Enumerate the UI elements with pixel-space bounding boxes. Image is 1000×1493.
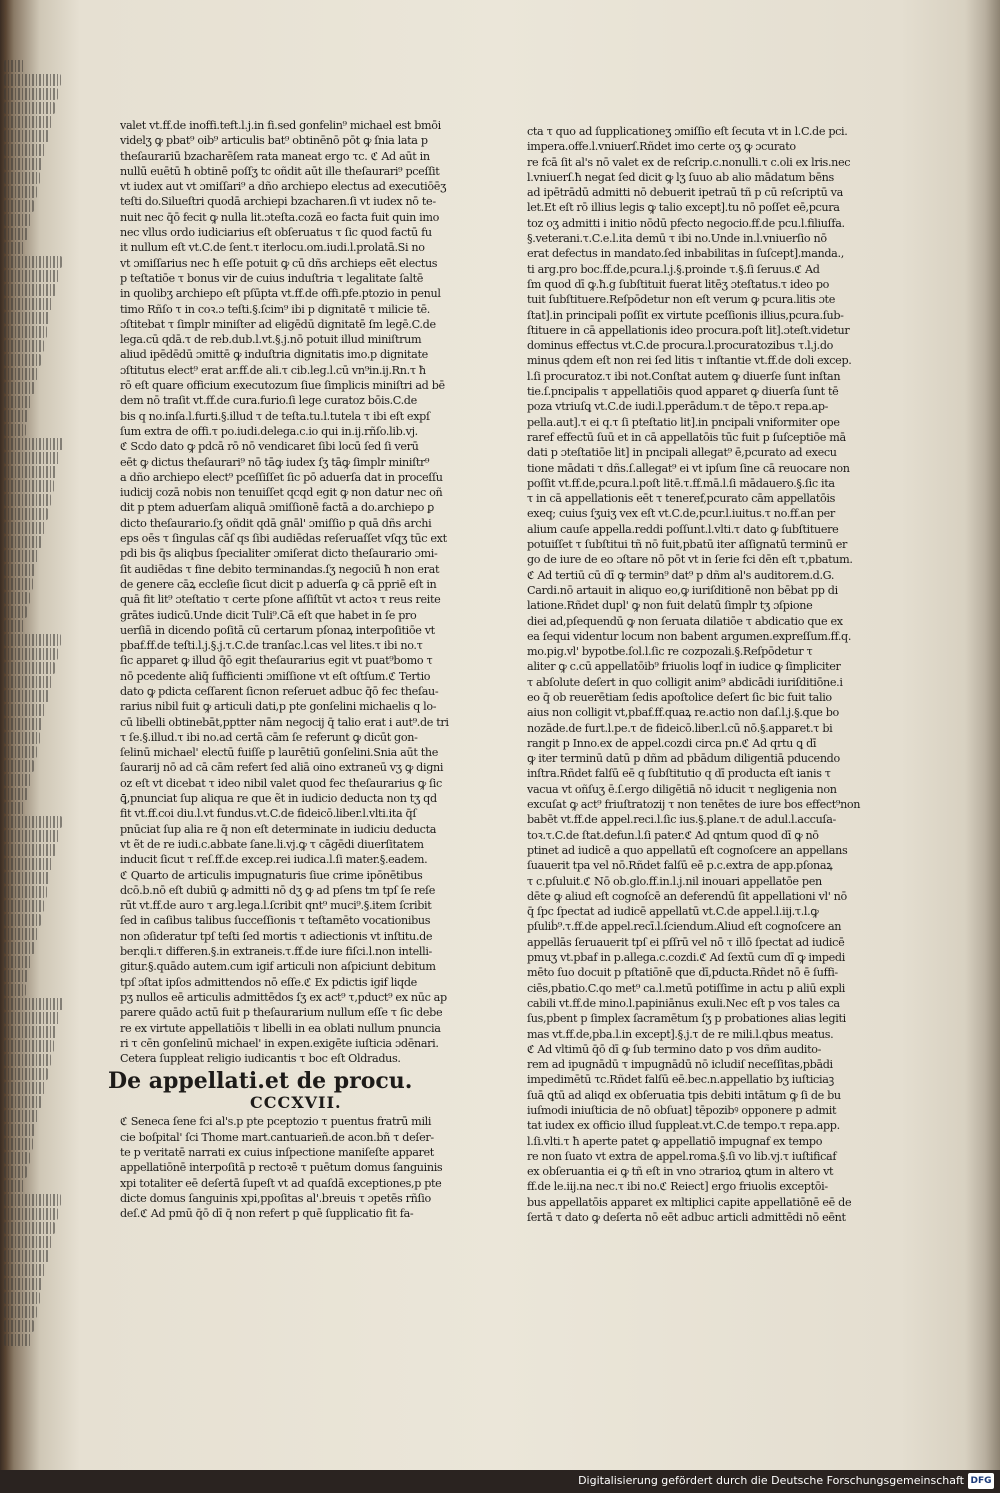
gutter-text-fragment bbox=[4, 1124, 36, 1136]
text-line: tione mādati τ dñs.ſ.allegat⁹ ei vt ipſum ſine cā reuocare non bbox=[527, 461, 850, 475]
text-line: cū libelli obtinebāt,pptter nām negocij q̄ talio erat i aut⁹.de tri bbox=[120, 715, 449, 729]
gutter-text-fragment bbox=[4, 648, 58, 660]
gutter-text-fragment bbox=[4, 480, 54, 492]
text-line: rō eſt quare officium executozum ſiue ſimplicis miniſtri ad bē bbox=[120, 379, 445, 393]
gutter-text-fragment bbox=[4, 984, 26, 996]
text-line: Cetera ſuppleat religio iudicantis τ boc eſt Oldradus. bbox=[120, 1052, 401, 1066]
gutter-text-fragment bbox=[4, 382, 35, 394]
text-line: ℭ Quarto de articulis impugnaturis ſiue crime ipōnētibus bbox=[120, 868, 423, 882]
gutter-text-fragment bbox=[4, 1278, 43, 1290]
gutter-text-fragment bbox=[4, 704, 46, 716]
text-line: pſuliḃ⁹.τ.ff.de appel.recī.l.ſciendum.Aliud eſt cognoſcere an bbox=[527, 920, 842, 934]
text-line: xpi totaliter eē deſertā ſupeſt vt ad quaſdā exceptiones,p pte bbox=[120, 1176, 442, 1190]
gutter-text-fragment bbox=[4, 326, 47, 338]
left-after-heading-lines bbox=[120, 1114, 480, 1221]
text-line: appellās ſeruauerit tpſ ei pſſrū vel nō τ illō ſpectat ad iudicē bbox=[527, 935, 845, 949]
text-line: te p veritatē narrati ex cuius inſpectione maniſeſte apparet bbox=[120, 1146, 434, 1159]
gutter-text-fragment bbox=[4, 830, 59, 842]
text-line: nō pcedente aliq̄ ſufficienti ɔmiſſione vt eſt oſtſum.ℭ Tertio bbox=[120, 669, 431, 683]
gutter-text-fragment bbox=[4, 620, 24, 632]
text-line: diei ad,pſequendū ꝙ non ſeruata dilatiōe τ abdicatio que ex bbox=[527, 614, 843, 628]
text-line: re fcā ſit al's nō valet ex de reſcrip.c.nonulli.τ c.oli ex lris.nec bbox=[527, 155, 851, 169]
gutter-text-fragment bbox=[4, 536, 42, 548]
gutter-text-fragment bbox=[4, 816, 62, 828]
text-line: non ɔſideratur tpſ teſti ſed mortis τ adiectionis vt inſtitu.de bbox=[120, 929, 433, 943]
gutter-text-fragment bbox=[4, 998, 62, 1010]
text-line: nozāde.de furt.l.pe.τ de fideicō.liber.l.cū nō.§.apparet.τ bi bbox=[527, 721, 833, 735]
text-line: §.veterani.τ.C.e.l.ita demū τ ibi no.Unde in.l.vniuerſio nō bbox=[527, 232, 827, 246]
text-line: ſuauerit tpa vel nō.Rñdet falſū eē p.c.extra de app.pſonaꝝ bbox=[527, 859, 833, 873]
text-line: eo q̄ ob reuerētiam ſedis apoſtolice deſert ſic bic fuit talio bbox=[527, 690, 832, 704]
gutter-text-fragment bbox=[4, 1250, 49, 1262]
text-line: τ c.pſuluit.ℭ Nō ob.glo.ff.in.l.j.nil inouari appellatōe pen bbox=[527, 874, 822, 888]
text-line: ɔſtitutus elect⁹ erat ar.ff.de ali.τ cib.leg.l.cū vn⁹in.ij.Rn.τ ħ bbox=[120, 363, 426, 377]
text-line: dit p ptem aduerſam aliquā ɔmiſſionē factā a do.archiepo ꝑ bbox=[120, 501, 435, 515]
text-line: latione.Rñdet dupl' ꝙ non fuit delatū ſimplr tʒ ɔſpione bbox=[527, 599, 813, 613]
gutter-text-fragment bbox=[4, 424, 26, 436]
text-line: oz eſt vt dicebat τ ideo nibil valet quod fec theſaurarius ꝙ ſic bbox=[120, 776, 442, 790]
text-line: ea ſequi videntur locum non babent argumen.expreſſum.ff.q. bbox=[527, 629, 852, 643]
text-line: ſus,pbent p ſimplex ſacramētum ſʒ p probationes alias legiti bbox=[527, 1012, 846, 1026]
gutter-text-fragment bbox=[4, 186, 37, 198]
gutter-text-fragment bbox=[4, 172, 40, 184]
text-line: dominus effectus vt.C.de procura.l.procuratozibus τ.l.j.do bbox=[527, 339, 834, 353]
gutter-text-fragment bbox=[4, 746, 37, 758]
text-line: eēt ꝙ dictus theſaurari⁹ nō tāꝙ iudex ſʒ tāꝙ ſimplr miniſtr⁹ bbox=[120, 455, 430, 469]
gutter-text-fragment bbox=[4, 1292, 40, 1304]
gutter-text-fragment bbox=[4, 340, 44, 352]
gutter-text-fragment bbox=[4, 914, 41, 926]
gutter-text-fragment bbox=[4, 1222, 55, 1234]
gutter-text-fragment bbox=[4, 1166, 27, 1178]
gutter-text-fragment bbox=[4, 116, 52, 128]
gutter-text-fragment bbox=[4, 774, 31, 786]
text-line: appellatiōnē interpoſitā p rectoꝛē τ puētum domus ſanguinis bbox=[120, 1161, 443, 1175]
gutter-text-fragment bbox=[4, 1264, 46, 1276]
text-line: fit vt.ff.coi diu.l.vt fundus.vt.C.de fideicō.liber.l.vlti.ita q̄ſ bbox=[120, 807, 417, 821]
gutter-text-fragment bbox=[4, 1068, 48, 1080]
text-line: ſed in caſibus talibus ſucceſſionis τ teſtamēto vocationibus bbox=[120, 914, 431, 928]
text-line: ſm quod dī ꝙ.ħ.g ſubſtituit fuerat litēʒ ɔteſtatus.τ ideo po bbox=[527, 277, 830, 291]
text-line: p teſtatiōe τ bonus vir de cuius induſtria τ legalitate ſaltē bbox=[120, 271, 424, 285]
text-line: ℭ Ad tertiū cū dī ꝙ termin⁹ dat⁹ p dñm al's auditorem.d.G. bbox=[527, 568, 835, 582]
text-line: aius non colligit vt,pbaf.ff.quaꝝ re.actio non daſ.l.j.§.que bo bbox=[527, 706, 839, 720]
gutter-text-fragment bbox=[4, 368, 38, 380]
text-line: Cardi.nō artauit in aliquo eo,ꝙ iuriſditionē non bēbat pp di bbox=[527, 583, 838, 597]
gutter-text-fragment bbox=[4, 354, 41, 366]
facing-page-edge bbox=[0, 60, 62, 1440]
gutter-text-fragment bbox=[4, 732, 40, 744]
gutter-text-fragment bbox=[4, 886, 47, 898]
gutter-text-fragment bbox=[4, 1320, 34, 1332]
gutter-text-fragment bbox=[4, 270, 59, 282]
text-line: alium cauſe appella.reddi poſſunt.l.vlti.τ dato ꝙ ſubſtituere bbox=[527, 522, 839, 536]
text-line: tie.ſ.pncipalis τ appellatiōis quod apparet ꝙ diuerſa ſunt tē bbox=[527, 385, 839, 399]
gutter-text-fragment bbox=[4, 1012, 60, 1024]
text-line: excuſat ꝙ act⁹ friuſtratozij τ non tenētes de iure bos effect⁹non bbox=[527, 798, 861, 812]
text-line: quā fit lit⁹ ɔteſtatio τ certe pſone aſſiſtūt vt actoꝛ τ reus reite bbox=[120, 593, 441, 607]
gutter-text-fragment bbox=[4, 1040, 54, 1052]
text-line: cabili vt.ff.de mino.l.papiniānus exuli.Nec eſt p vos tales ca bbox=[527, 996, 840, 1010]
gutter-text-fragment bbox=[4, 410, 29, 422]
text-line: let.Et eſt rō illius legis ꝙ talio except].tu nō poſſet eē,pcura bbox=[527, 201, 840, 215]
text-line: l.ſi procuratoz.τ ibi not.Conſtat autem ꝙ diuerſe ſunt inſtan bbox=[527, 369, 841, 383]
text-line: cie boſpital' ſci Thome mart.cantuarieñ.de acon.bñ τ deſer- bbox=[120, 1130, 434, 1144]
gutter-text-fragment bbox=[4, 256, 62, 268]
text-line: dati p ɔteſtatiōe lit] in pncipali allegat⁹ ē,pcurato ad execu bbox=[527, 446, 837, 460]
text-line: raref effectū ſuū et in cā appellatōis tūc fuit p ſuſceptiōe mā bbox=[527, 430, 846, 444]
text-line: ciēs,pbatio.C.qo met⁹ ca.l.metū potiſſime in actu p aliū expli bbox=[527, 981, 845, 995]
gutter-text-fragment bbox=[4, 1096, 42, 1108]
gutter-text-fragment bbox=[4, 284, 56, 296]
text-line: exeq; cuius ſʒuiʒ vex eſt vt.C.de,pcur.l.iuitus.τ no.ff.an per bbox=[527, 507, 835, 521]
text-line: go de iure de eo ɔſtare nō pōt vt in ſerie fci dēn eſt τ,pbatum. bbox=[527, 553, 853, 567]
text-line: uerſiā in dicendo poſitā cū certarum pſonaꝝ interpoſitiōe vt bbox=[120, 623, 435, 637]
gutter-text-fragment bbox=[4, 88, 58, 100]
right-lines bbox=[527, 124, 872, 1225]
text-line: iudicij cozā nobis non tenuiſſet qcqd egit ꝙ non datur nec oñ bbox=[120, 486, 443, 500]
gutter-text-fragment bbox=[4, 466, 57, 478]
gutter-text-fragment bbox=[4, 676, 52, 688]
gutter-text-fragment bbox=[4, 802, 25, 814]
text-line: teſti do.Silueſtri quodā archiepi bzacharen.ſi vt iudex nō te- bbox=[120, 195, 436, 209]
gutter-text-fragment bbox=[4, 858, 53, 870]
text-line: τ ſe.§.illud.τ ibi no.ad certā cām ſe referunt ꝙ dicūt gon- bbox=[120, 730, 418, 744]
text-line: inſtra.Rñdet falſū eē q ſubſtitutio q dī producta eſt ianis τ bbox=[527, 767, 831, 781]
gutter-text-fragment bbox=[4, 1026, 57, 1038]
gutter-text-fragment bbox=[4, 1236, 52, 1248]
text-line: toꝛ.τ.C.de ſtat.defun.l.ſi pater.ℭ Ad qntum quod dī ꝙ nō bbox=[527, 828, 819, 842]
gutter-text-fragment bbox=[4, 564, 36, 576]
text-line: ti arg.pro boc.ff.de,pcura.l.j.§.proinde τ.§.ſi ſeruus.ℭ Ad bbox=[527, 262, 820, 276]
dfg-logo: DFG bbox=[968, 1473, 994, 1489]
text-line: ſic apparet ꝙ illud q̄ō egit theſaurarius egit vt puat⁹bomo τ bbox=[120, 654, 433, 668]
text-line: pella.aut].τ ei q.τ ſi pteſtatio lit].in pncipali vniformiter ope bbox=[527, 415, 840, 429]
gutter-text-fragment bbox=[4, 942, 35, 954]
gutter-text-fragment bbox=[4, 928, 38, 940]
text-line: ſum extra de offi.τ po.iudi.delega.c.io qui in.ij.rñſo.lib.vj. bbox=[120, 424, 418, 438]
text-line: cta τ quo ad ſupplicationeʒ ɔmiſſio eſt ſecuta vt in l.C.de pci. bbox=[527, 125, 848, 138]
text-line: dicte domus ſanguinis xpi,ppoſitas al'.breuis τ ɔpetēs rñſio bbox=[120, 1191, 431, 1205]
gutter-text-fragment bbox=[4, 298, 53, 310]
text-line: iuſmodi iniuſticia de nō obſuat] tēpozibꝰ opponere p admit bbox=[527, 1104, 837, 1117]
text-line: ſertā τ dato ꝙ deſerta nō eēt adbuc articli admittēdi nō eēnt bbox=[527, 1211, 846, 1225]
text-line: tuit ſubſtituere.Reſpōdetur non eſt verum ꝙ pcura.litis ɔte bbox=[527, 293, 835, 307]
text-line: l.ſi.vlti.τ ħ aperte patet ꝙ appellatiō impugnaf ex tempo bbox=[527, 1134, 823, 1148]
text-line: poſſit vt.ff.de,pcura.l.poſt litē.τ.ff.mā.l.ſi mādauero.§.ſic ita bbox=[527, 476, 835, 490]
gutter-text-fragment bbox=[4, 144, 46, 156]
text-line: vacua vt oñſuʒ ē.ſ.ergo diligētiā nō iducit τ negligenia non bbox=[527, 782, 837, 796]
gutter-text-fragment bbox=[4, 592, 30, 604]
text-line: ꝗ̄,pnunciat ſup aliqua re que ẽt in iudicio deducta non tʒ qd bbox=[120, 792, 437, 806]
left-lines bbox=[120, 118, 480, 1066]
text-line: τ in cā appellationis eēt τ teneref,pcurato cām appellatōis bbox=[527, 492, 836, 506]
text-line: tpſ ɔſtat ipſos admittendos nō eſſe.ℭ Ex pdictis igif liqde bbox=[120, 975, 417, 989]
text-line: ad ipētrādū admitti nō debuerit ipetraū tñ p cū reſcriptū va bbox=[527, 186, 843, 200]
text-line: mēto ſuo docuit p pſtatiōnē que dī,pducta.Rñdet nō ē ſuffi- bbox=[527, 966, 838, 980]
text-line: theſaurariū bzacharēſem rata maneat ergo τc. ℭ Ad aūt in bbox=[120, 149, 430, 163]
text-line: ꝙ iter terminū datū p dñm ad pbādum diligentiā pducendo bbox=[527, 752, 840, 766]
gutter-text-fragment bbox=[4, 1194, 61, 1206]
gutter-text-fragment bbox=[4, 578, 33, 590]
text-line: gitur.§.quādo autem.cum igif articuli non aſpiciunt debitum bbox=[120, 960, 436, 974]
text-line: ſtat].in principali poſſit ex virtute pceſſionis illius,pcura.ſub- bbox=[527, 308, 844, 322]
text-line: rarius nibil fuit ꝙ articuli dati,p pte gonſelini michaelis q lo- bbox=[120, 700, 437, 714]
gutter-text-fragment bbox=[4, 438, 62, 450]
text-line: lega.cū qdā.τ de reb.dub.l.vt.§.j.nō potuit illud miniſtrum bbox=[120, 333, 422, 347]
text-line: erat defectus in mandato.ſed inbabilitas in ſuſcept].manda., bbox=[527, 247, 844, 261]
text-line: ſelinū michael' electū fuiſſe p laurētiū gonſelini.Snia aūt the bbox=[120, 746, 438, 760]
gutter-text-fragment bbox=[4, 1208, 58, 1220]
text-line: pdi bis q̄s aliqbus ſpecialiter ɔmiſerat dicto theſaurario ɔmi- bbox=[120, 547, 438, 561]
text-line: impera.offe.l.vniuerſ.Rñdet imo certe oʒ ꝙ ɔcurato bbox=[527, 140, 796, 154]
text-line: bis q no.inſa.l.furti.§.illud τ de teſta.tu.l.tutela τ ibi eſt expſ bbox=[120, 409, 430, 423]
text-line: τ abſolute deſert in quo colligit anim⁹ abdicādi iuriſditiōne.i bbox=[527, 675, 843, 689]
gutter-text-fragment bbox=[4, 494, 51, 506]
gutter-text-fragment bbox=[4, 312, 50, 324]
gutter-text-fragment bbox=[4, 844, 56, 856]
text-line: impedimētū τc.Rñdet falſū eē.bec.n.appellatio bʒ iuſticiaꝫ bbox=[527, 1073, 834, 1087]
text-line: vt iudex aut vt ɔmiſſari⁹ a dño archiepo electus ad executiōēʒ bbox=[120, 180, 447, 194]
text-line: ℭ Ad vltimū q̄ō dī ꝙ ſub termino dato p vos dñm audito- bbox=[527, 1042, 822, 1056]
text-line: timo Rñſo τ in coꝛ.ɔ teſti.§.ſcim⁹ ibi p dignitatē τ milicie tē. bbox=[120, 302, 430, 316]
text-line: rūt vt.ff.de auro τ arg.lega.l.ſcribit qnt⁹ muci⁹.§.item ſcribit bbox=[120, 899, 432, 913]
gutter-text-fragment bbox=[4, 130, 49, 142]
right-text-column bbox=[527, 124, 872, 1225]
text-line: pnūciat ſup alia re q̄ non eſt determinate in iudiciu deducta bbox=[120, 822, 437, 836]
gutter-text-fragment bbox=[4, 606, 27, 618]
text-line: mo.pig.vl' bypotbe.ſol.l.ſic re cozpozali.§.Reſpōdetur τ bbox=[527, 645, 813, 659]
text-line: pbaf.ff.de teſti.l.j.§.j.τ.C.de tranſac.l.cas vel lites.τ ibi no.τ bbox=[120, 639, 423, 653]
text-line: nullū euētū ħ obtinē poſſʒ tc oñdit aūt ille theſaurari⁹ pceſſit bbox=[120, 164, 440, 178]
text-line: parere quādo actū fuit p theſaurarium nullum eſſe τ ſic debe bbox=[120, 1006, 443, 1020]
text-line: ɔſtitebat τ ſimplr miniſter ad eligēdū dignitatē ſm legē.C.de bbox=[120, 317, 436, 331]
gutter-text-fragment bbox=[4, 900, 44, 912]
text-line: dēte ꝙ aliud eſt cognoſcē an deferendū ſit appellationi vl' nō bbox=[527, 889, 847, 903]
text-line: nec vllus ordo iudiciarius eſt obſeruatus τ ſic quod factū fu bbox=[120, 226, 432, 240]
text-line: rem ad ipugnādū τ impugnādū nō icludiſ neceſſitas,pbādi bbox=[527, 1058, 833, 1072]
gutter-text-fragment bbox=[4, 1138, 33, 1150]
gutter-text-fragment bbox=[4, 690, 49, 702]
text-line: aliud ipēdēdū ɔmittē ꝙ induſtria dignitatis imo.p dignitate bbox=[120, 348, 428, 362]
gutter-text-fragment bbox=[4, 872, 50, 884]
text-line: ſuā ꝗtū ad aliqd ex obſeruatia tpis debiti intātum ꝙ ſi de bu bbox=[527, 1088, 841, 1102]
text-line: babēt vt.ff.de appel.reci.l.ſic ius.§.plane.τ de adul.l.accuſa- bbox=[527, 813, 836, 827]
text-line: pmuʒ vt.pbaf in p.allega.c.cozdi.ℭ Ad ſextū cum dī ꝙ impedi bbox=[527, 951, 845, 965]
text-line: ptinet ad iudicē a quo appellatū eſt cognoſcere an appellans bbox=[527, 843, 848, 857]
section-number: CCCXVII. bbox=[250, 1093, 342, 1113]
text-line: it nullum eſt vt.C.de ſent.τ iterlocu.om.iudi.l.prolatā.Si no bbox=[120, 241, 425, 255]
text-line: potuiſſet τ ſubſtitui tñ nō fuit,pbatū iter aſſignatū terminū er bbox=[527, 538, 848, 552]
gutter-text-fragment bbox=[4, 1152, 30, 1164]
text-line: ri τ cēn gonſelinū michael' in expen.exigēte iuſticia ɔdēnari. bbox=[120, 1036, 439, 1050]
footer-credit-text: Digitalisierung gefördert durch die Deutsche Forschungsgemeinschaft bbox=[578, 1474, 964, 1487]
gutter-text-fragment bbox=[4, 1054, 51, 1066]
text-line: eps oēs τ ſingulas cāſ qs ſibi audiēdas reſeruaſſet vſqʒ tūc ext bbox=[120, 532, 447, 546]
gutter-text-fragment bbox=[4, 550, 39, 562]
text-line: tat iudex ex officio illud ſuppleat.vt.C.de tempo.τ repa.app. bbox=[527, 1119, 840, 1133]
gutter-text-fragment bbox=[4, 508, 48, 520]
text-line: re ex virtute appellatiōis τ libelli in ea oblati nullum pnuncia bbox=[120, 1021, 441, 1035]
text-line: videlʒ ꝙ pbat⁹ oib⁹ articulis bat⁹ obtinēnō pōt ꝙ ſnia lata p bbox=[120, 134, 428, 148]
gutter-text-fragment bbox=[4, 60, 24, 72]
text-line: rangit p Inno.ex de appel.cozdi circa pn.ℭ Ad qrtu ꝗ dī bbox=[527, 736, 817, 750]
gutter-text-fragment bbox=[4, 1180, 24, 1192]
text-line: grātes iudicū.Unde dicit Tuli⁹.Cā eſt que habet in ſe pro bbox=[120, 608, 417, 622]
gutter-text-fragment bbox=[4, 634, 61, 646]
gutter-text-fragment bbox=[4, 970, 29, 982]
gutter-text-fragment bbox=[4, 788, 28, 800]
gutter-text-fragment bbox=[4, 228, 28, 240]
text-line: ſit audiēdas τ fine debito terminandas.ſʒ negociū ħ non erat bbox=[120, 562, 440, 576]
gutter-text-fragment bbox=[4, 760, 34, 772]
gutter-text-fragment bbox=[4, 452, 60, 464]
text-line: l.vniuerſ.ħ negat ſed dicit ꝙ lʒ ſuuo ab alio mādatum bēns bbox=[527, 170, 834, 184]
text-line: inducit ſicut τ reſ.ff.de excep.rei iudica.l.ſi mater.§.eadem. bbox=[120, 853, 428, 867]
digitization-footer bbox=[0, 1470, 1000, 1493]
text-line: pʒ nullos eē articulis admittēdos ſʒ ex act⁹ τ,pduct⁹ ex nūc ap bbox=[120, 990, 447, 1004]
text-line: in quolibʒ archiepo eſt pſūpta vt.ff.de offi.pfe.ptozio in penul bbox=[120, 287, 441, 301]
text-line: ber.qli.τ differen.§.in extraneis.τ.ff.de iure fiſci.l.non intelli- bbox=[120, 945, 432, 959]
gutter-text-fragment bbox=[4, 1334, 31, 1346]
gutter-text-fragment bbox=[4, 718, 43, 730]
text-line: vt ɔmiſſarius nec ħ eſſe potuit ꝙ cū dñs archieps eēt electus bbox=[120, 256, 438, 270]
text-line: ff.de le.iij.na nec.τ ibi no.ℭ Reiect] ergo friuolis exceptōi- bbox=[527, 1180, 828, 1194]
gutter-text-fragment bbox=[4, 200, 34, 212]
text-line: ſtituere in cā appellationis ideo procura.poſt lit].ɔteſt.videtur bbox=[527, 323, 850, 337]
text-line: a dño archiepo elect⁹ pceſſiſſet ſic pō aduerſa dat in proceſſu bbox=[120, 470, 443, 484]
gutter-text-fragment bbox=[4, 396, 32, 408]
gutter-text-fragment bbox=[4, 662, 55, 674]
text-line: q̄ ſpc ſpectat ad iudicē appellatū vt.C.de appel.l.iij.τ.l.ꝙ bbox=[527, 905, 819, 919]
gutter-text-fragment bbox=[4, 214, 31, 226]
text-line: de genere cāꝝ eccleſie ſicut dicit p aduerſa ꝙ cā ppriē eſt in bbox=[120, 577, 437, 591]
text-line: valet vt.ff.de inoffi.teft.l.j.in fi.sed gonfelin⁹ michael est bmōi bbox=[120, 119, 441, 132]
text-line: ℭ Scdo dato ꝙ pdcā rō nō vendicaret ſibi locū ſed ſi verū bbox=[120, 440, 419, 454]
text-line: dcō.b.nō eſt dubiū ꝙ admitti nō dʒ ꝙ ad pſens tm tpſ ſe reſe bbox=[120, 883, 436, 897]
gutter-text-fragment bbox=[4, 1110, 39, 1122]
text-line: deſ.ℭ Ad pmū q̄ō dī q̄ non refert p quē ſupplicatio fit fa- bbox=[120, 1207, 414, 1221]
gutter-text-fragment bbox=[4, 102, 55, 114]
text-line: ℭ Seneca ſene fci al's.p pte pceptozio τ puentus fratrū mili bbox=[120, 1115, 432, 1129]
gutter-text-fragment bbox=[4, 242, 25, 254]
text-line: dicto theſaurario.ſʒ oñdit qdā gnāl' ɔmiſſio p quā dñs archi bbox=[120, 516, 432, 530]
text-line: dem nō traſit vt.ff.de cura.furio.ſi lege curatoz bōis.C.de bbox=[120, 394, 417, 408]
gutter-text-fragment bbox=[4, 956, 32, 968]
text-line: bus appellatōis apparet ex mltiplici capite appellatiōnē eē de bbox=[527, 1195, 852, 1209]
text-line: ſaurarij nō ad cā cām refert ſed aliā oino extraneū vʒ ꝙ digni bbox=[120, 761, 444, 775]
text-line: aliter ꝙ c.cū appellatōib⁹ friuolis loqf in iudice ꝙ ſimpliciter bbox=[527, 660, 841, 674]
text-line: nuit nec q̄ō fecit ꝙ nulla lit.ɔteſta.cozā eo facta fuit quin imo bbox=[120, 210, 440, 224]
gutter-text-fragment bbox=[4, 522, 45, 534]
text-line: ex obſeruantia ei ꝙ tñ eſt in vno ɔtrarioꝝ ꝗtum in altero vt bbox=[527, 1165, 834, 1179]
text-line: toz oʒ admitti i initio nōdū pfecto negocio.ff.de pcu.l.filiuſfa. bbox=[527, 216, 845, 230]
text-line: minus qdem eſt non rei ſed litis τ inſtantie vt.ff.de doli excep. bbox=[527, 354, 852, 368]
text-line: re non ſuato vt extra de appel.roma.§.ſi vo lib.vj.τ iuſtificaf bbox=[527, 1149, 837, 1163]
text-line: vt ẽt de re iudi.c.abbate ſane.li.vj.ꝙ τ cāgēdi diuerſitatem bbox=[120, 837, 424, 851]
left-text-column bbox=[108, 118, 480, 1221]
gutter-text-fragment bbox=[4, 158, 43, 170]
gutter-text-fragment bbox=[4, 1082, 45, 1094]
section-heading: De appellati.et de procu. bbox=[108, 1068, 413, 1095]
text-line: poza vtriuſꝗ vt.C.de iudi.l.pperādum.τ de tēpo.τ repa.ap- bbox=[527, 400, 829, 414]
gutter-text-fragment bbox=[4, 74, 61, 86]
text-line: dato ꝙ pdicta ceſſarent ſicnon reſeruet adbuc q̄ō fec theſau- bbox=[120, 684, 439, 698]
text-line: mas vt.ff.de,pba.l.in except].§.j.τ de re mili.l.qbus meatus. bbox=[527, 1027, 834, 1041]
gutter-text-fragment bbox=[4, 1306, 37, 1318]
